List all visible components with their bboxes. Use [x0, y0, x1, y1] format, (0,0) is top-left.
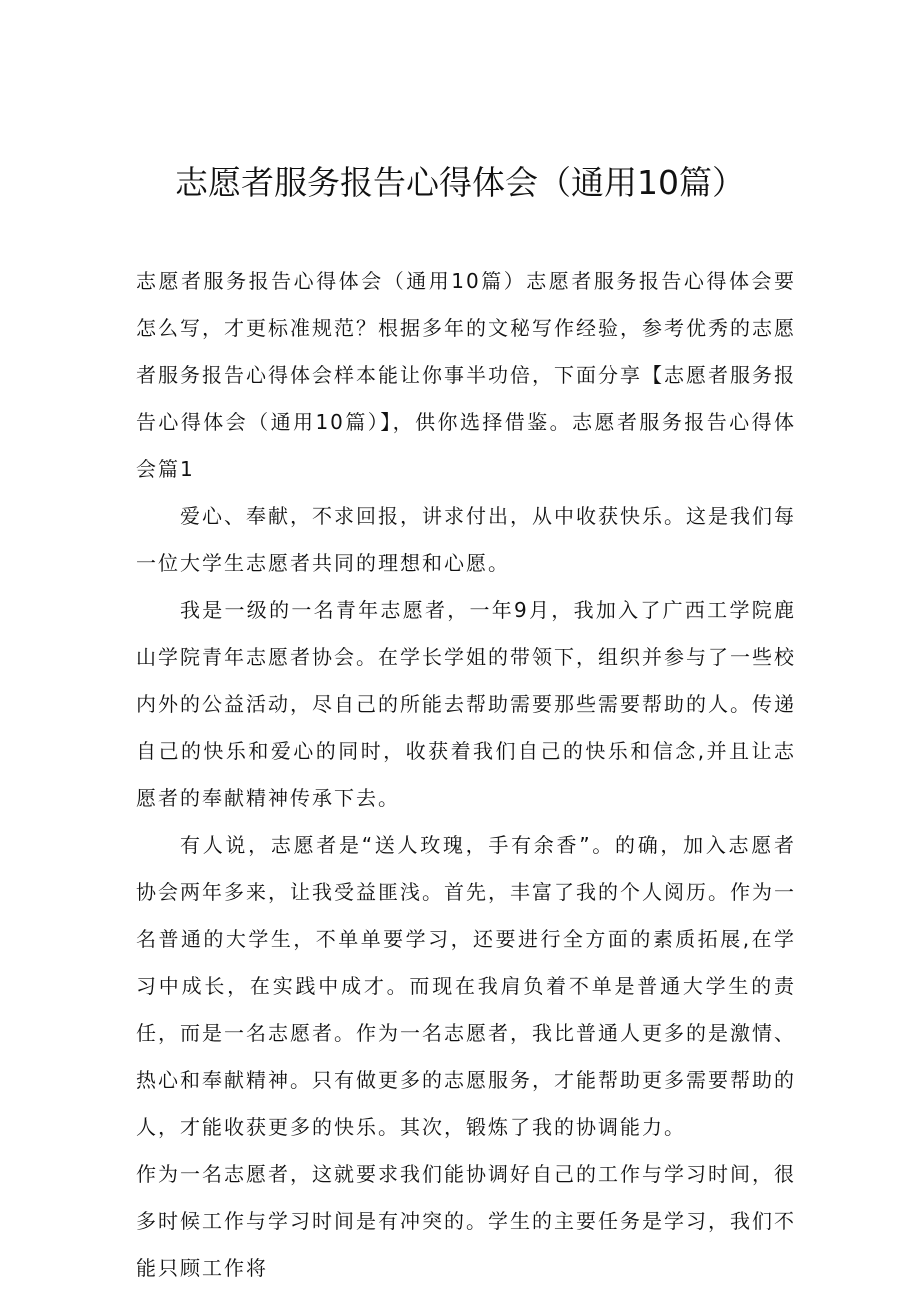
paragraph-2: 我是一级的一名青年志愿者，一年9月，我加入了广西工学院鹿山学院青年志愿者协会。在学长学姐的带领下，组织并参与了一些校内外的公益活动，尽自己的所能去帮助需要那些需要帮助的人。传递自己的快乐和爱心的同时，收获着我们自己的快乐和信念,并且让志愿者的奉献精神传承下去。 [136, 598, 796, 810]
paragraph-4: 作为一名志愿者，这就要求我们能协调好自己的工作与学习时间，很多时候工作与学习时间是有冲突的。学生的主要任务是学习，我们不能只顾工作将 [136, 1162, 796, 1280]
document-title: 志愿者服务报告心得体会（通用10篇） [175, 163, 745, 202]
paragraph-1: 爱心、奉献，不求回报，讲求付出，从中收获快乐。这是我们每一位大学生志愿者共同的理想和心愿。 [136, 504, 796, 575]
paragraph-intro: 志愿者服务报告心得体会（通用10篇）志愿者服务报告心得体会要怎么写，才更标准规范？根据多年的文秘写作经验，参考优秀的志愿者服务报告心得体会样本能让你事半功倍，下面分享【志愿者服务报告心得体会（通用10篇）】，供你选择借鉴。志愿者服务报告心得体会篇1 [136, 269, 796, 481]
paragraph-3: 有人说，志愿者是“送人玫瑰，手有余香”。的确，加入志愿者协会两年多来，让我受益匪浅。首先，丰富了我的个人阅历。作为一名普通的大学生，不单单要学习，还要进行全方面的素质拓展,在学习中成长，在实践中成才。而现在我肩负着不单是普通大学生的责任，而是一名志愿者。作为一名志愿者，我比普通人更多的是激情、热心和奉献精神。只有做更多的志愿服务，才能帮助更多需要帮助的人，才能收获更多的快乐。其次，锻炼了我的协调能力。 [136, 833, 796, 1139]
document-body [136, 258, 796, 1292]
